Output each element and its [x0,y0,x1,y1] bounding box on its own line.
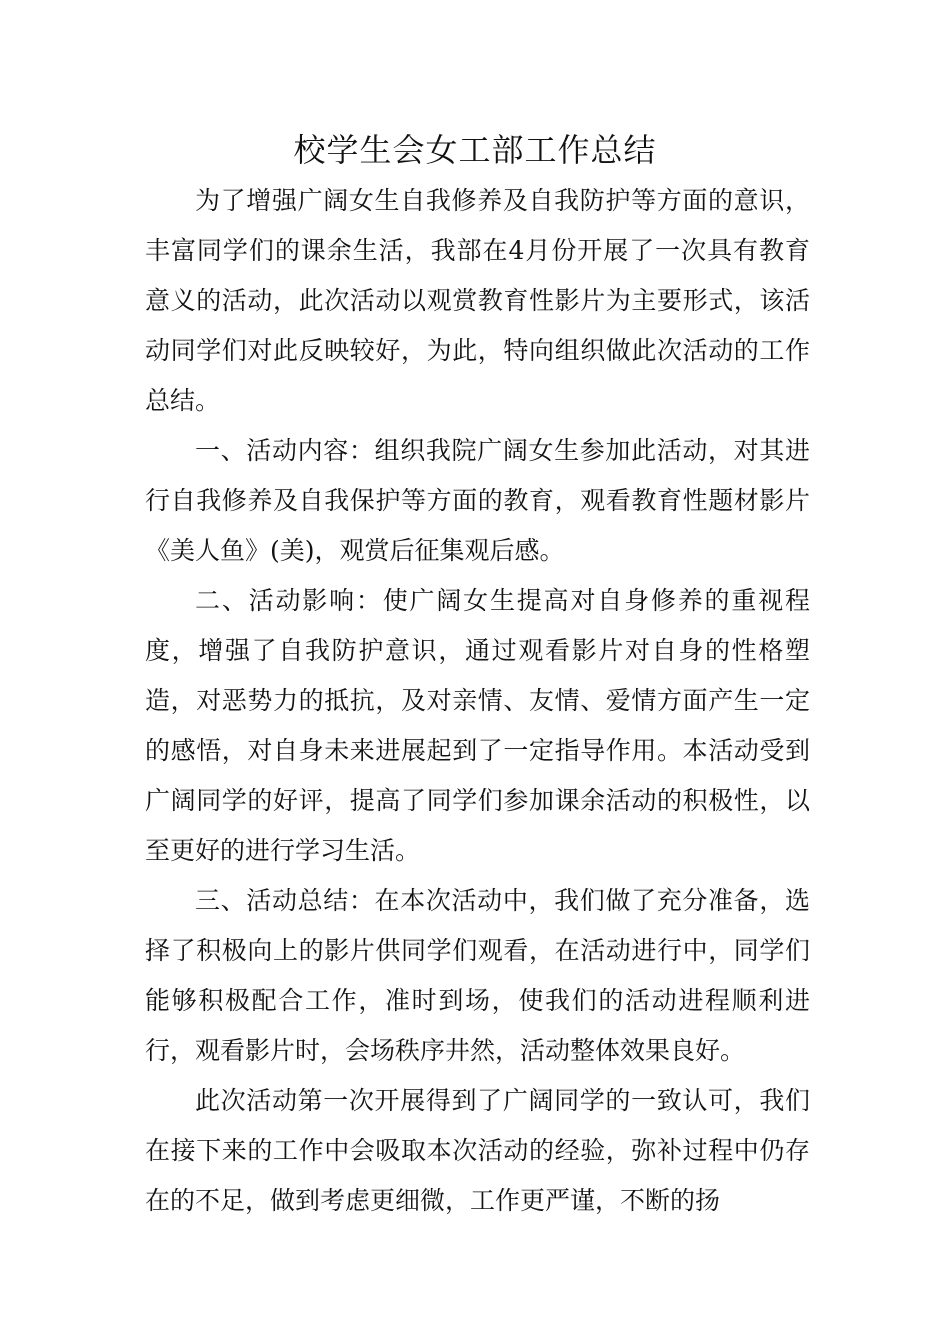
document-body [145,176,810,1226]
paragraph-activity-content: 一、活动内容：组织我院广阔女生参加此活动，对其进行自我修养及自我保护等方面的教育，观看教育性题材影片《美人鱼》(美)，观赏后征集观后感。 [145,436,810,565]
paragraph-activity-summary: 三、活动总结：在本次活动中，我们做了充分准备，选择了积极向上的影片供同学们观看，在活动进行中，同学们能够积极配合工作，准时到场，使我们的活动进程顺利进行，观看影片时，会场秩序井然，活动整体效果良好。 [145,886,810,1065]
paragraph-closing: 此次活动第一次开展得到了广阔同学的一致认可，我们在接下来的工作中会吸取本次活动的经验，弥补过程中仍存在的不足，做到考虑更细微，工作更严谨，不断的扬 [145,1086,810,1215]
document-title: 校学生会女工部工作总结 [293,131,657,169]
paragraph-intro: 为了增强广阔女生自我修养及自我防护等方面的意识，丰富同学们的课余生活，我部在4月份开展了一次具有教育意义的活动，此次活动以观赏教育性影片为主要形式，该活动同学们对此反映较好，为此，特向组织做此次活动的工作总结。 [145,186,810,415]
paragraph-activity-impact: 二、活动影响：使广阔女生提高对自身修养的重视程度，增强了自我防护意识，通过观看影片对自身的性格塑造，对恶势力的抵抗，及对亲情、友情、爱情方面产生一定的感悟，对自身未来进展起到了一定指导作用。本活动受到广阔同学的好评，提高了同学们参加课余活动的积极性，以至更好的进行学习生活。 [145,586,810,865]
